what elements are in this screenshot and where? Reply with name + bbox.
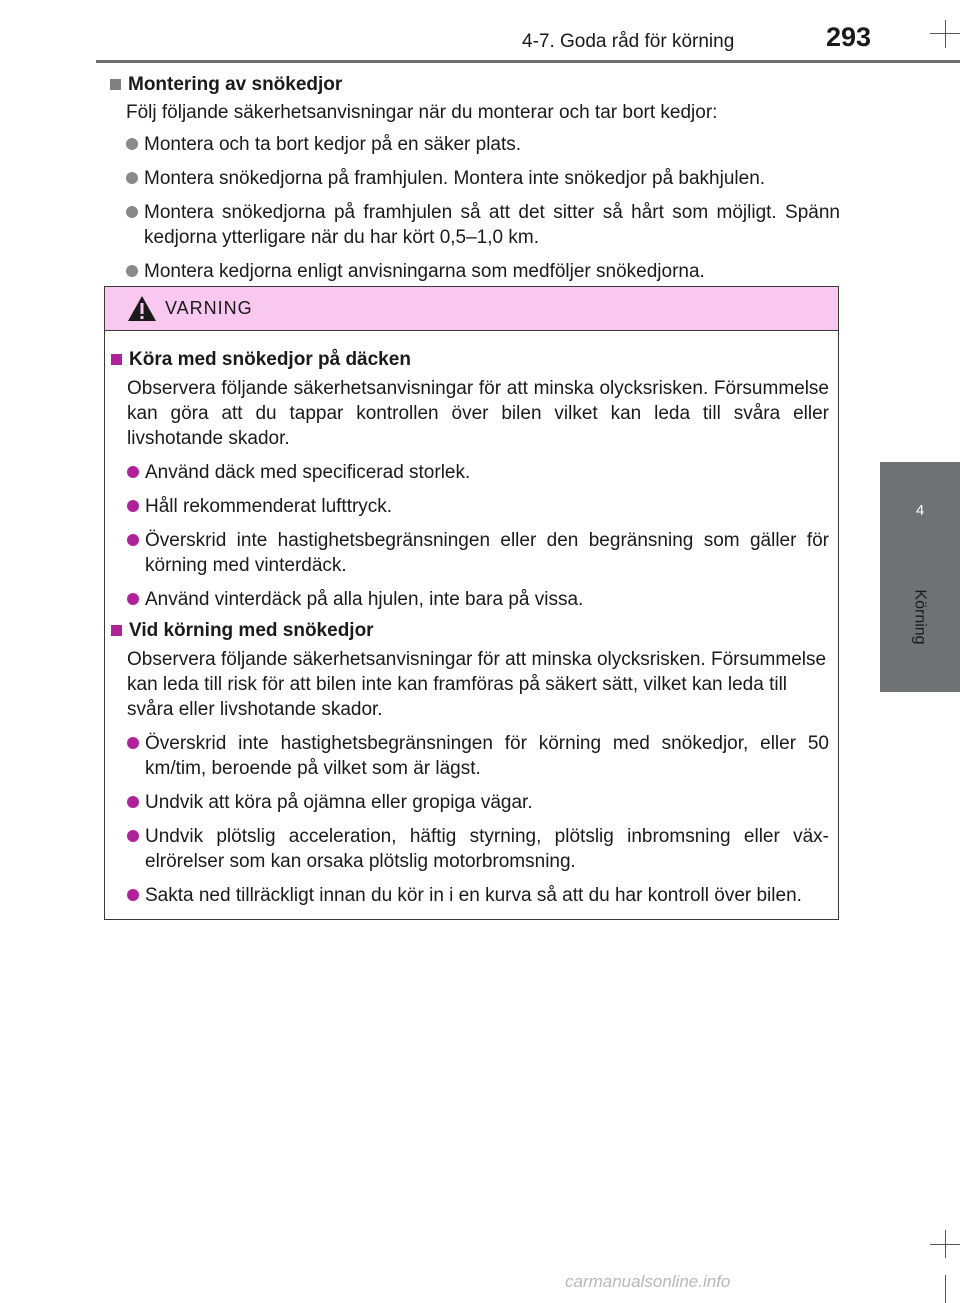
square-bullet-icon bbox=[111, 625, 122, 636]
list-item-text: Undvik plötslig acceleration, häftig styrning, plötslig inbromsning eller väx-elrörelser som kan orsaka plötslig motorbromsning. bbox=[145, 826, 829, 872]
warning-section-intro: Observera följande säkerhetsanvisningar för att minska olycksrisken. Försummelse kan göra att du tappar kontrollen över bilen vilket kan leda till svåra eller livshotande skador. bbox=[127, 378, 829, 449]
crop-mark bbox=[930, 1244, 960, 1245]
list-item bbox=[127, 494, 829, 519]
list-item-text: Använd däck med specificerad storlek. bbox=[145, 462, 471, 483]
chains-section bbox=[110, 72, 840, 284]
list-item bbox=[126, 132, 840, 157]
list-item bbox=[127, 790, 829, 815]
warning-section-heading bbox=[111, 347, 829, 372]
list-item bbox=[127, 883, 829, 908]
chapter-label-wrap bbox=[884, 582, 956, 652]
crop-mark bbox=[945, 20, 946, 48]
bullet-dot-icon bbox=[126, 200, 140, 250]
chapter-tab bbox=[880, 462, 960, 692]
list-item-text: Överskrid inte hastighetsbegränsningen eller den begränsning som gäller för körning med vinterdäck. bbox=[145, 530, 829, 576]
bullet-dot-icon bbox=[127, 587, 141, 612]
section-heading bbox=[110, 72, 840, 97]
list-item bbox=[127, 731, 829, 781]
warning-header bbox=[105, 287, 838, 331]
page-number: 293 bbox=[826, 22, 872, 52]
bullet-dot-icon bbox=[126, 132, 140, 157]
warning-body bbox=[111, 347, 829, 908]
list-item-text: Undvik att köra på ojämna eller gropiga vägar. bbox=[145, 792, 533, 813]
list-item-text: Håll rekommenderat lufttryck. bbox=[145, 496, 393, 517]
list-item bbox=[126, 200, 840, 250]
crop-mark bbox=[945, 1275, 946, 1303]
section-intro: Följ följande säkerhetsanvisningar när du monterar och tar bort kedjor: bbox=[126, 102, 718, 123]
crop-mark bbox=[930, 33, 960, 34]
bullet-dot-icon bbox=[126, 259, 140, 284]
bullet-dot-icon bbox=[127, 883, 141, 908]
warning-section-heading-text: Vid körning med snökedjor bbox=[129, 620, 374, 641]
header-divider bbox=[96, 60, 960, 63]
chapter-label: Körning bbox=[912, 589, 929, 645]
section-heading-text: Montering av snökedjor bbox=[128, 74, 343, 95]
list-item-text: Använd vinterdäck på alla hjulen, inte bara på vissa. bbox=[145, 589, 584, 610]
list-item-text: Montera snökedjorna på framhjulen så att det sitter så hårt som möjligt. Spänn kedjorna ytterligare när du har kört 0,5–1,0 km. bbox=[144, 202, 840, 248]
warning-section-intro: Observera följande säkerhetsanvisningar för att minska olycksrisken. Försummelse kan leda till risk för att bilen inte kan framföras på säkert sätt, vilket kan leda till svåra eller livshotande skador. bbox=[127, 649, 827, 720]
warning-title: VARNING bbox=[165, 298, 253, 318]
chapter-number: 4 bbox=[915, 502, 925, 519]
square-bullet-icon bbox=[111, 354, 122, 365]
list-item bbox=[127, 824, 829, 874]
list-item bbox=[126, 166, 840, 191]
list-item-text: Montera kedjorna enligt anvisningarna som medföljer snökedjorna. bbox=[144, 261, 705, 282]
bullet-dot-icon bbox=[127, 528, 141, 578]
list-item-text: Montera snökedjorna på framhjulen. Montera inte snökedjor på bakhjulen. bbox=[144, 168, 766, 189]
warning-section-heading-text: Köra med snökedjor på däcken bbox=[129, 349, 411, 370]
list-item bbox=[127, 528, 829, 578]
warning-section-heading bbox=[111, 618, 829, 643]
list-item-text: Överskrid inte hastighetsbegränsningen för körning med snökedjor, eller 50 km/tim, beroende på vilket som är lägst. bbox=[145, 733, 829, 779]
bullet-dot-icon bbox=[127, 460, 141, 485]
watermark: carmanualsonline.info bbox=[565, 1272, 731, 1291]
section-title: 4-7. Goda råd för körning bbox=[522, 31, 735, 52]
square-bullet-icon bbox=[110, 79, 121, 90]
list-item bbox=[126, 259, 840, 284]
list-item bbox=[127, 460, 829, 485]
bullet-dot-icon bbox=[127, 824, 141, 874]
warning-triangle-icon bbox=[127, 295, 157, 322]
bullet-dot-icon bbox=[127, 731, 141, 781]
bullet-dot-icon bbox=[126, 166, 140, 191]
warning-box bbox=[104, 286, 839, 920]
list-item bbox=[127, 587, 829, 612]
bullet-dot-icon bbox=[127, 494, 141, 519]
list-item-text: Sakta ned tillräckligt innan du kör in i en kurva så att du har kontroll över bilen. bbox=[145, 885, 802, 906]
bullet-dot-icon bbox=[127, 790, 141, 815]
list-item-text: Montera och ta bort kedjor på en säker plats. bbox=[144, 134, 522, 155]
